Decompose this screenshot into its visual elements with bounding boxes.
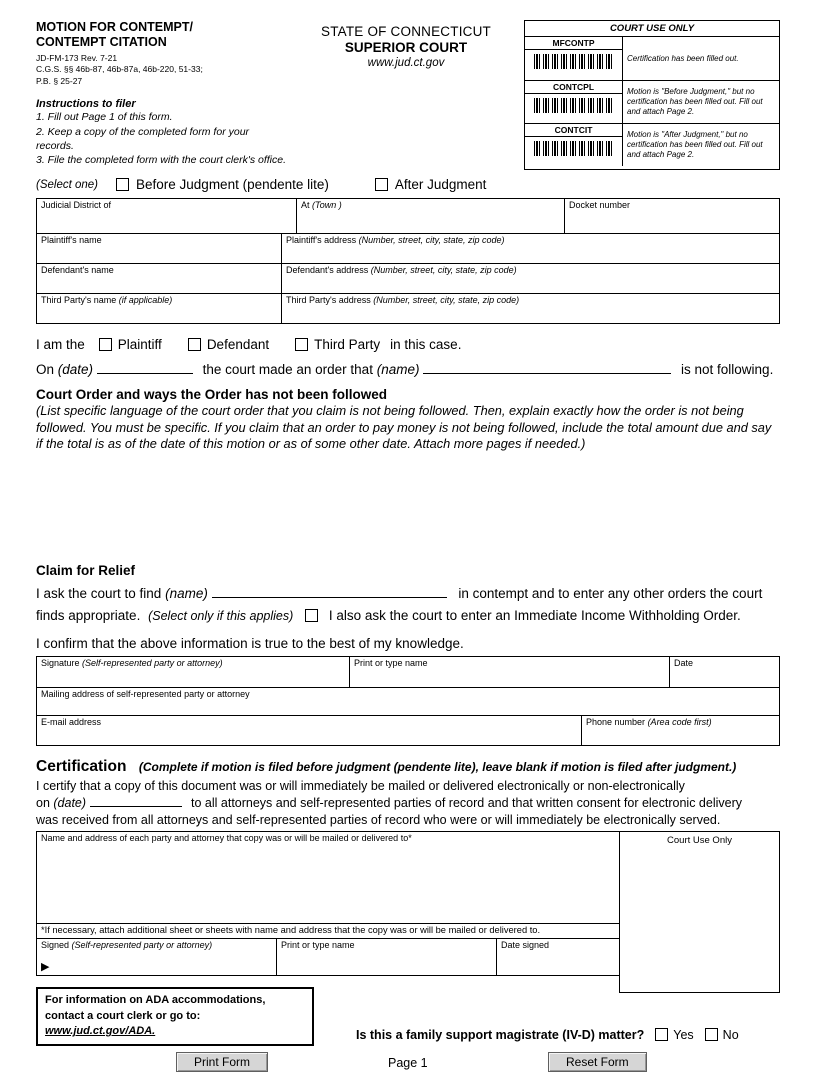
party-selection-line xyxy=(36,337,780,352)
court-use-row-contcit xyxy=(525,123,779,166)
court-order-section-instructions: (List specific language of the court order that you claim is not being followed. Then, explain exactly how the order is not being followed. You must be specific. If you claim that an order to pay money is not being followed, include the total amount due and say if the total is as of the date of this motion or as of some other date. Attach more pages if needed.) xyxy=(36,403,772,452)
header-left xyxy=(36,20,288,170)
court-order-section-title: Court Order and ways the Order has not been followed xyxy=(36,387,388,402)
table-row xyxy=(37,199,779,233)
served-parties-field[interactable] xyxy=(37,832,619,923)
signature-table xyxy=(36,656,780,746)
claim-line2-hint: (Select only if this applies) xyxy=(148,608,294,623)
signature-field[interactable] xyxy=(37,657,349,687)
certification-table xyxy=(36,831,780,977)
ivd-question-row xyxy=(356,1028,739,1046)
defendant-address-field[interactable] xyxy=(281,264,779,293)
claim-name-hint: (name) xyxy=(165,585,208,601)
address-hint: (Number, street, city, state, zip code) xyxy=(373,295,520,305)
court-use-code-cell xyxy=(525,81,623,123)
date-label: Date xyxy=(674,657,694,668)
defendant-name-field[interactable] xyxy=(37,264,281,293)
claim-line1-pre: I ask the court to find xyxy=(36,585,162,601)
select-one-label: (Select one) xyxy=(36,178,99,191)
email-field[interactable] xyxy=(37,716,581,745)
cert-print-name-label: Print or type name xyxy=(281,940,355,951)
form-statutes: C.G.S. §§ 46b-87, 46b-87a, 46b-220, 51-33; xyxy=(36,64,203,75)
cert-line2-post: to all attorneys and self-represented parties of record and that written consent for electronic delivery xyxy=(191,796,742,811)
served-parties-label: Name and address of each party and attorney that copy was or will be mailed or delivered to* xyxy=(41,833,412,844)
certification-footnote: *If necessary, attach additional sheet or sheets with name and address that the copy was or will be mailed or delivered to. xyxy=(37,923,619,938)
certification-heading xyxy=(36,758,780,776)
case-info-table xyxy=(36,198,780,324)
certification-body-line1: I certify that a copy of this document was or will immediately be mailed or delivered electronically or non-electronically xyxy=(36,778,685,793)
party-line-suffix: in this case. xyxy=(390,337,462,352)
order-date-field[interactable] xyxy=(97,361,193,374)
phone-hint: (Area code first) xyxy=(647,716,712,727)
court-use-code: CONTCIT xyxy=(525,124,622,137)
plaintiff-name-field[interactable] xyxy=(37,234,281,263)
ada-line2 xyxy=(45,1009,305,1040)
court-use-row-mfcontp xyxy=(525,37,779,80)
signed-label: Signed xyxy=(41,940,70,951)
ivd-yes-label: Yes xyxy=(673,1027,694,1042)
signed-hint: (Self-represented party or attorney) xyxy=(71,940,213,951)
page-number: Page 1 xyxy=(388,1055,428,1070)
third-party-option-label: Third Party xyxy=(314,337,381,352)
ivd-no-label: No xyxy=(722,1027,739,1042)
barcode-icon xyxy=(534,141,614,156)
defendant-option-label: Defendant xyxy=(206,337,270,352)
court-website: www.jud.ct.gov xyxy=(367,57,445,69)
ada-notice-box xyxy=(36,987,314,1045)
cert-date-field[interactable] xyxy=(90,794,182,807)
certification-subtitle: (Complete if motion is filed before judgment (pendente lite), leave blank if motion is filed after judgment.) xyxy=(138,759,737,774)
third-party-name-field[interactable] xyxy=(37,294,281,323)
party-line-prefix: I am the xyxy=(36,337,85,352)
table-row xyxy=(37,233,779,263)
instructions-title: Instructions to filer xyxy=(36,98,136,111)
email-label: E-mail address xyxy=(41,716,102,727)
court-use-code-cell xyxy=(525,37,623,80)
ivd-no-checkbox[interactable] xyxy=(705,1028,718,1041)
third-party-address-field[interactable] xyxy=(281,294,779,323)
order-date-hint: (date) xyxy=(57,362,94,377)
instruction-item-2: 2. Keep a copy of the completed form for your records. xyxy=(36,125,250,152)
defendant-name-label: Defendant's name xyxy=(41,265,114,275)
cert-date-hint: (date) xyxy=(53,796,87,811)
third-party-address-label: Third Party's address xyxy=(286,295,371,305)
form-number: JD-FM-173 Rev. 7-21 xyxy=(36,53,118,63)
before-judgment-checkbox[interactable] xyxy=(116,178,129,191)
order-line-on: On xyxy=(36,362,55,377)
form-title xyxy=(36,20,288,50)
table-row xyxy=(37,657,779,687)
print-form-button[interactable]: Print Form xyxy=(176,1052,268,1072)
defendant-checkbox[interactable] xyxy=(188,338,201,351)
plaintiff-address-label: Plaintiff's address xyxy=(286,235,357,245)
form-buttons-row xyxy=(36,1052,780,1074)
docket-number-label: Docket number xyxy=(569,200,631,210)
claim-line-1 xyxy=(36,585,780,601)
judicial-district-label: Judicial District of xyxy=(41,200,112,210)
income-withholding-label: I also ask the court to enter an Immediate Income Withholding Order. xyxy=(328,607,741,623)
mailing-address-field[interactable] xyxy=(37,688,779,715)
court-use-note: Certification has been filled out. xyxy=(627,53,739,63)
ada-link[interactable]: www.jud.ct.gov/ADA. xyxy=(45,1025,156,1038)
signature-label: Signature xyxy=(41,657,80,668)
address-hint: (Number, street, city, state, zip code) xyxy=(358,235,505,245)
table-row xyxy=(37,687,779,715)
date-signed-field[interactable] xyxy=(496,939,619,975)
court-use-only-area xyxy=(619,831,780,993)
confirmation-statement: I confirm that the above information is true to the best of my knowledge. xyxy=(36,635,464,651)
form-pb: P.B. § 25-27 xyxy=(36,75,83,86)
form-header xyxy=(36,20,780,170)
address-hint: (Number, street, city, state, zip code) xyxy=(370,265,517,275)
cert-on: on xyxy=(36,796,50,811)
ada-line1: For information on ADA accommodations, xyxy=(45,994,266,1007)
court-name: SUPERIOR COURT xyxy=(344,40,468,55)
barcode-icon xyxy=(534,98,614,113)
claim-for-relief-title: Claim for Relief xyxy=(36,562,136,578)
sign-here-arrow-icon: ▶ xyxy=(41,960,50,973)
certification-body-line3: was received from all attorneys and self-represented parties of record who were or will immediately be electronically served. xyxy=(36,812,721,827)
form-title-line1: MOTION FOR CONTEMPT/ xyxy=(36,20,193,34)
claim-line1-post: in contempt and to enter any other orders the court xyxy=(458,585,763,601)
court-use-code-cell xyxy=(525,124,623,166)
order-name-field[interactable] xyxy=(423,361,671,374)
footer-row xyxy=(36,987,780,1045)
income-withholding-checkbox[interactable] xyxy=(305,609,318,622)
court-use-note: Motion is "Before Judgment," but no certification has been filled out. Fill out and attach Page 2. xyxy=(627,87,763,116)
header-center xyxy=(288,20,524,170)
third-party-checkbox[interactable] xyxy=(295,338,308,351)
court-order-write-area[interactable] xyxy=(36,453,780,553)
print-name-field[interactable] xyxy=(349,657,669,687)
court-use-only-title: COURT USE ONLY xyxy=(525,21,779,37)
court-use-code: MFCONTP xyxy=(525,37,622,50)
certification-body xyxy=(36,778,780,829)
claim-name-field[interactable] xyxy=(212,585,447,598)
certification-title: Certification xyxy=(36,757,127,775)
barcode-icon xyxy=(534,54,614,69)
claim-line2-pre: finds appropriate. xyxy=(36,607,141,623)
order-line xyxy=(36,361,780,377)
phone-field[interactable] xyxy=(581,716,779,745)
court-use-row-contcpl xyxy=(525,80,779,123)
at-label: At xyxy=(301,200,310,210)
date-signed-label: Date signed xyxy=(501,940,550,951)
phone-label: Phone number xyxy=(586,716,646,727)
claim-line-2 xyxy=(36,608,780,623)
table-row xyxy=(37,263,779,293)
third-party-name-label: Third Party's name xyxy=(41,295,117,305)
state-name: STATE OF CONNECTICUT xyxy=(321,24,491,39)
docket-number-field[interactable] xyxy=(564,199,779,233)
mailing-address-label: Mailing address of self-represented party or attorney xyxy=(41,688,250,699)
cert-print-name-field[interactable] xyxy=(276,939,496,975)
instructions-block xyxy=(36,98,288,167)
reset-form-button[interactable]: Reset Form xyxy=(548,1052,647,1072)
plaintiff-checkbox[interactable] xyxy=(99,338,112,351)
signature-hint: (Self-represented party or attorney) xyxy=(82,657,223,668)
at-town-field[interactable] xyxy=(296,199,564,233)
defendant-address-label: Defendant's address xyxy=(286,265,369,275)
plaintiff-option-label: Plaintiff xyxy=(117,337,162,352)
table-row xyxy=(37,293,779,323)
ada-line2-text: contact a court clerk or go to: xyxy=(45,1009,201,1022)
third-party-name-hint: (if applicable) xyxy=(118,295,173,305)
ivd-yes-checkbox[interactable] xyxy=(655,1028,668,1041)
plaintiff-name-label: Plaintiff's name xyxy=(41,235,102,245)
instruction-item-3: 3. File the completed form with the court clerk's office. xyxy=(36,153,287,166)
table-row xyxy=(37,715,779,745)
judicial-district-field[interactable] xyxy=(37,199,296,233)
order-line-suffix: is not following. xyxy=(681,362,774,377)
court-use-only-box xyxy=(524,20,780,170)
table-row xyxy=(37,938,619,975)
order-name-hint: (name) xyxy=(376,362,420,377)
select-one-row xyxy=(36,177,780,192)
plaintiff-address-field[interactable] xyxy=(281,234,779,263)
court-use-note: Motion is "After Judgment," but no certification has been filled out. Fill out and attach Page 2. xyxy=(627,130,763,159)
after-judgment-checkbox[interactable] xyxy=(375,178,388,191)
certification-left xyxy=(36,831,620,976)
after-judgment-label: After Judgment xyxy=(394,177,487,192)
signed-field[interactable] xyxy=(37,939,276,975)
certification-body-line2 xyxy=(36,794,780,812)
town-hint: (Town ) xyxy=(312,200,342,210)
ivd-question: Is this a family support magistrate (IV-D) matter? xyxy=(356,1027,645,1042)
form-meta xyxy=(36,53,288,87)
form-title-line2: CONTEMPT CITATION xyxy=(36,35,167,49)
before-judgment-label: Before Judgment (pendente lite) xyxy=(136,177,329,192)
print-name-label: Print or type name xyxy=(354,657,428,668)
court-use-only-label: Court Use Only xyxy=(667,835,732,847)
court-use-code: CONTCPL xyxy=(525,81,622,94)
date-field[interactable] xyxy=(669,657,779,687)
instruction-item-1: 1. Fill out Page 1 of this form. xyxy=(36,111,173,124)
order-line-middle: the court made an order that xyxy=(202,362,373,377)
